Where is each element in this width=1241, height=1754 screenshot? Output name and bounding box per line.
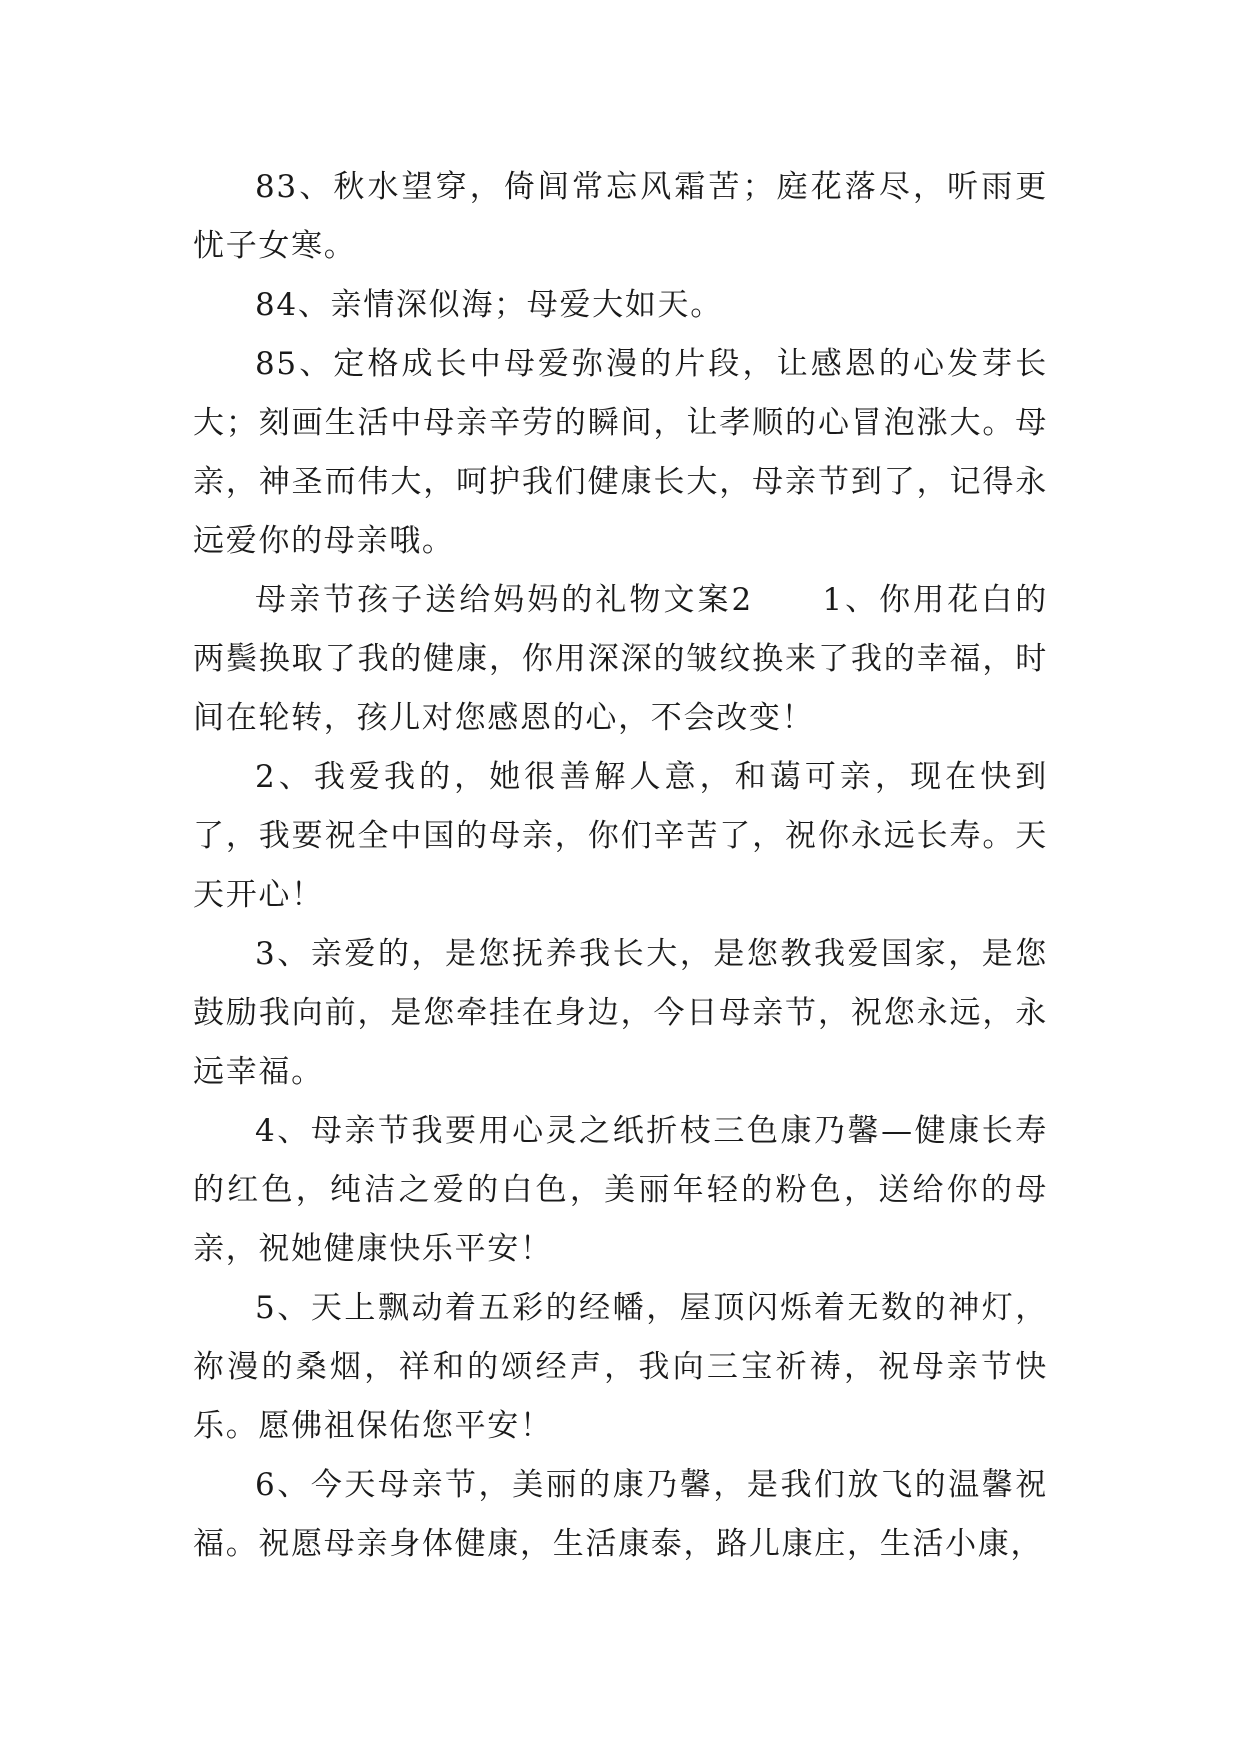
section-heading-paragraph: 母亲节孩子送给妈妈的礼物文案2 1、你用花白的两鬓换取了我的健康，你用深深的皱纹换来了我的幸福，时间在轮转，孩儿对您感恩的心，不会改变！: [193, 582, 1048, 736]
paragraph-84: 84、亲情深似海；母爱大如天。: [255, 287, 723, 323]
paragraph-2: 2、我爱我的，她很善解人意，和蔼可亲，现在快到了，我要祝全中国的母亲，你们辛苦了，祝你永远长寿。天天开心！: [193, 759, 1048, 913]
paragraph-83: 83、秋水望穿，倚闾常忘风霜苦；庭花落尽，听雨更忧子女寒。: [193, 169, 1048, 264]
paragraph-3: 3、亲爱的，是您抚养我长大，是您教我爱国家，是您鼓励我向前，是您牵挂在身边，今日母亲节，祝您永远，永远幸福。: [193, 936, 1048, 1090]
document-body: [193, 158, 1048, 1574]
paragraph-5: 5、天上飘动着五彩的经幡，屋顶闪烁着无数的神灯，祢漫的桑烟，祥和的颂经声，我向三宝祈祷，祝母亲节快乐。愿佛祖保佑您平安！: [193, 1290, 1048, 1444]
paragraph-6: 6、今天母亲节，美丽的康乃馨，是我们放飞的温馨祝福。祝愿母亲身体健康，生活康泰，路儿康庄，生活小康，: [193, 1467, 1048, 1562]
paragraph-4: 4、母亲节我要用心灵之纸折枝三色康乃馨—健康长寿的红色，纯洁之爱的白色，美丽年轻的粉色，送给你的母亲，祝她健康快乐平安！: [193, 1113, 1048, 1267]
paragraph-85: 85、定格成长中母爱弥漫的片段，让感恩的心发芽长大；刻画生活中母亲辛劳的瞬间，让孝顺的心冒泡涨大。母亲，神圣而伟大，呵护我们健康长大，母亲节到了，记得永远爱你的母亲哦。: [193, 346, 1048, 559]
